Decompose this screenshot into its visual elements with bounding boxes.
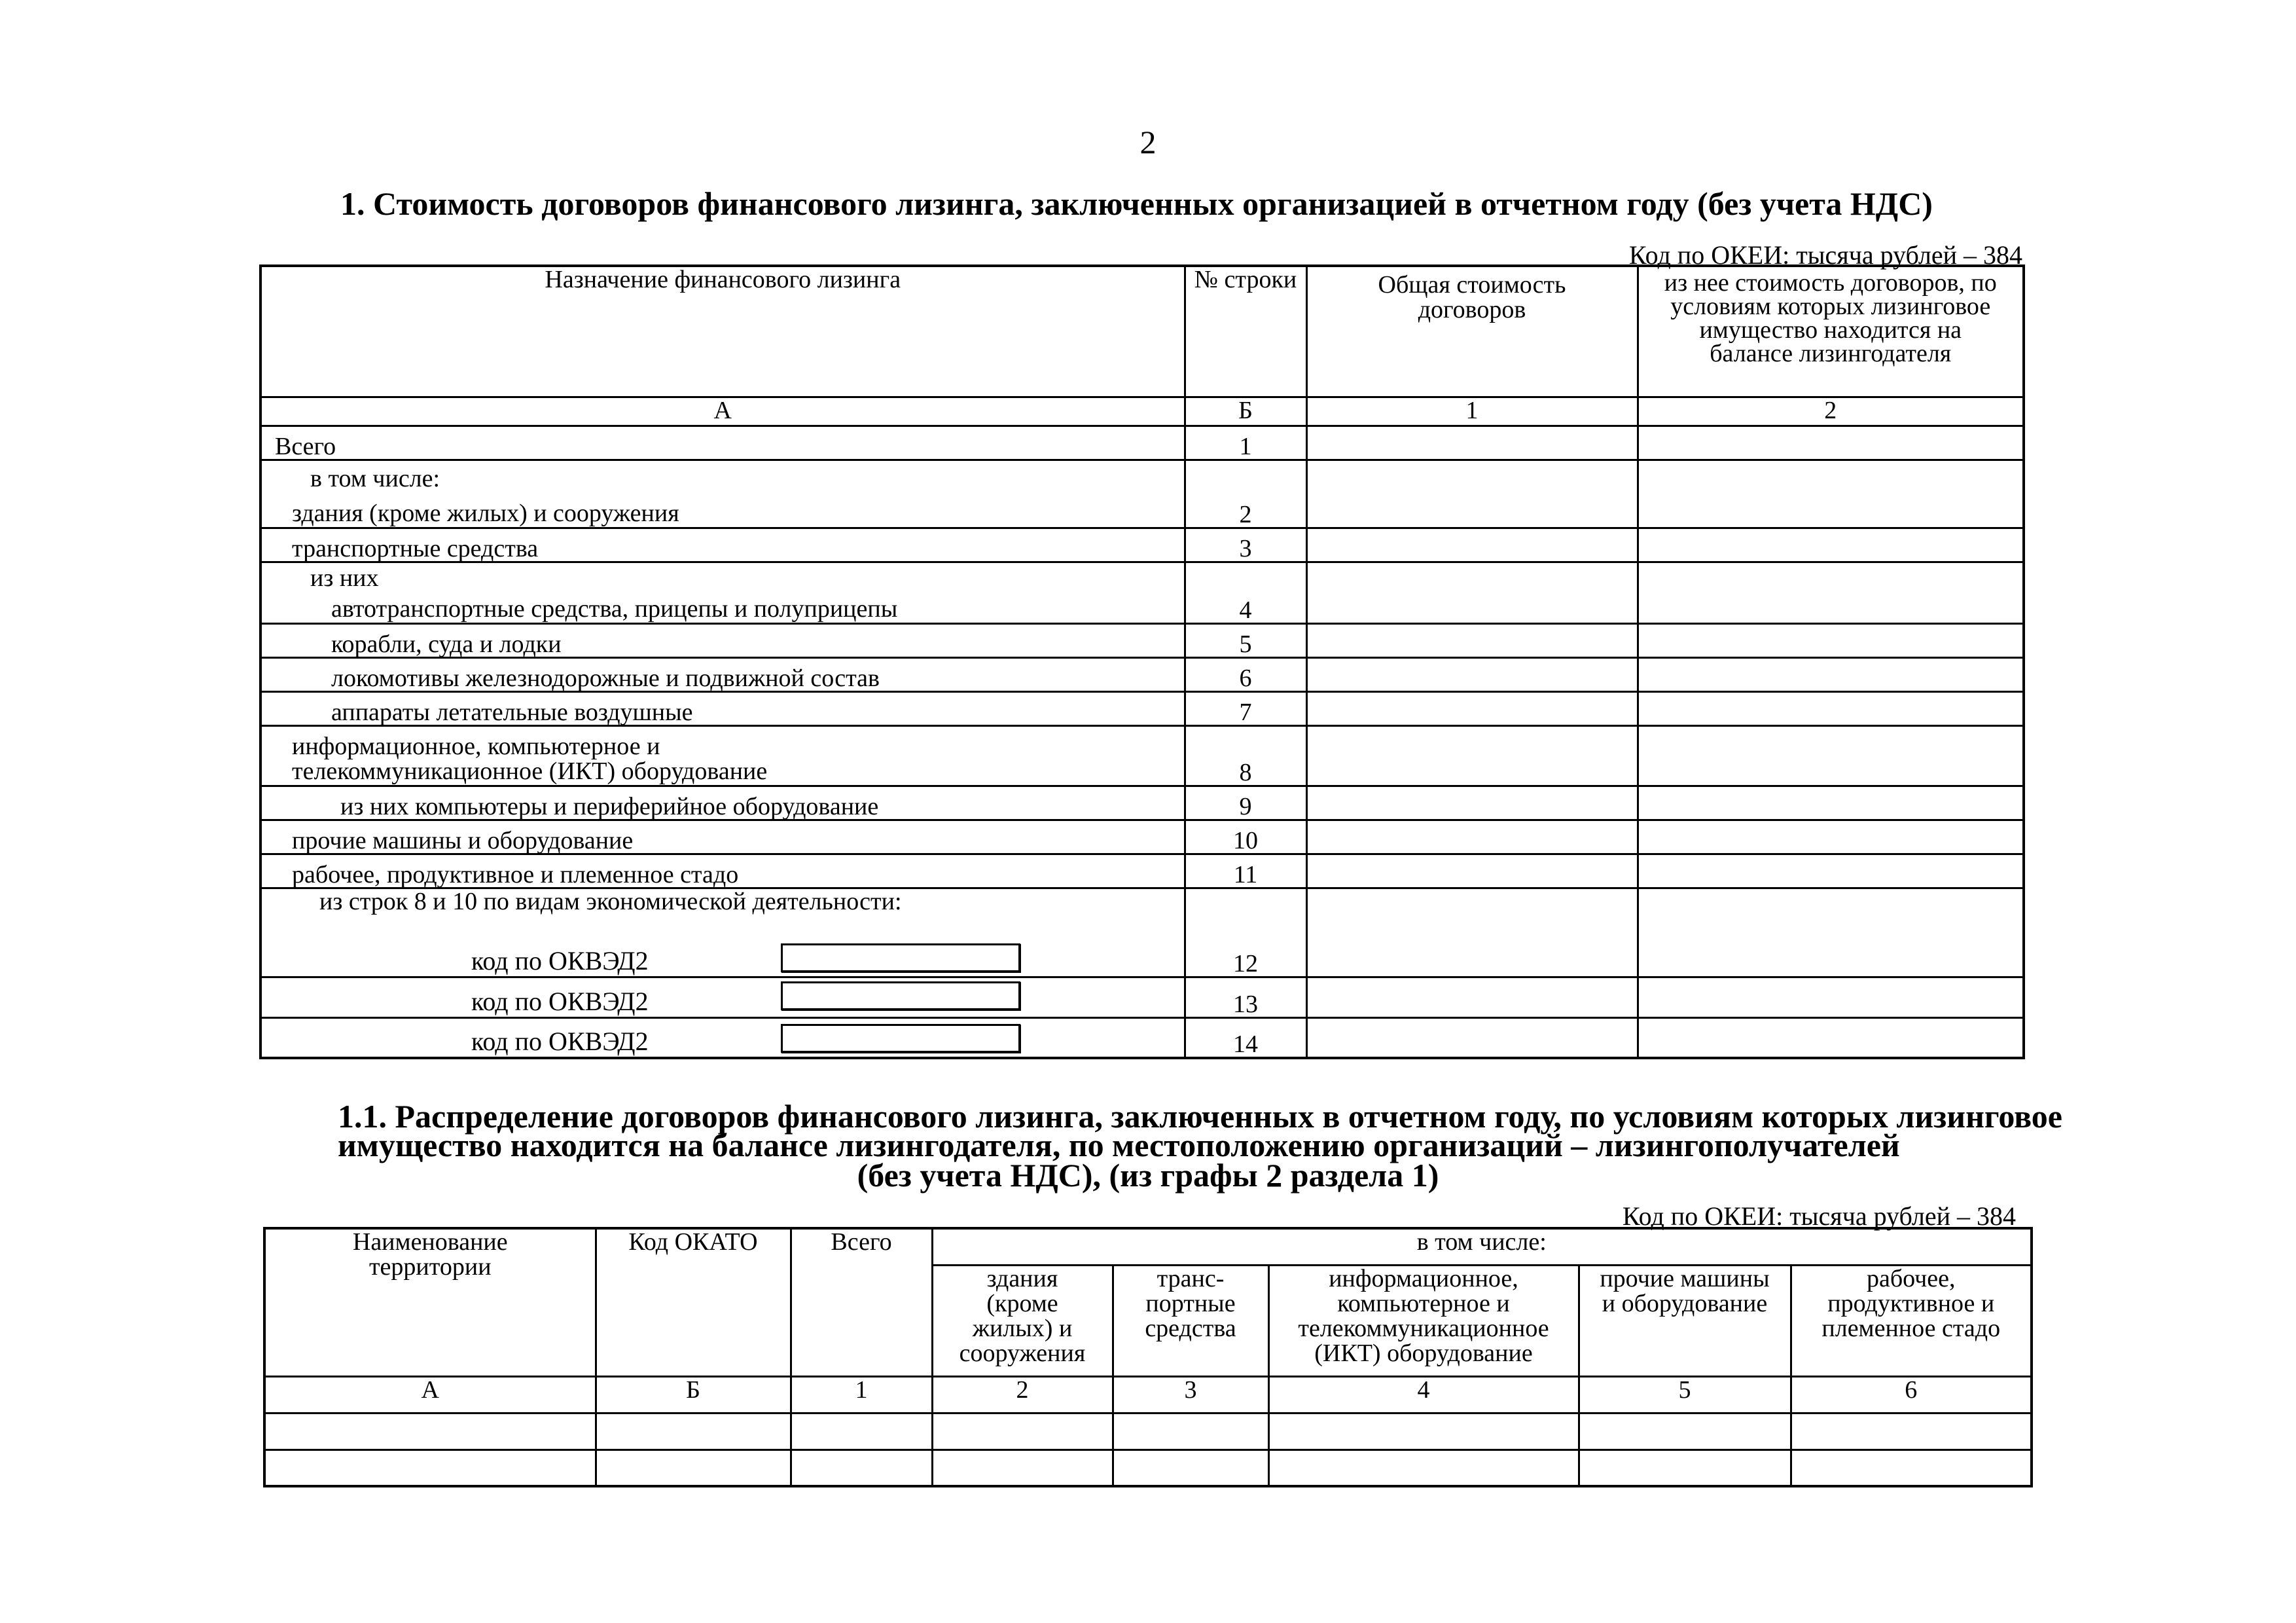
value-cell[interactable] <box>1306 623 1638 657</box>
row-label: из них компьютеры и периферийное оборудование <box>260 786 1185 820</box>
header-herd: рабочее, продуктивное и племенное стадо <box>1791 1265 2032 1376</box>
value-cell[interactable] <box>1306 460 1638 528</box>
value-cell[interactable] <box>1791 1413 2032 1450</box>
value-cell[interactable] <box>1638 562 2024 623</box>
okved-label: код по ОКВЭД2 <box>471 986 649 1016</box>
value-cell[interactable] <box>1268 1450 1579 1486</box>
row-no: 5 <box>1185 623 1306 657</box>
header-purpose: Назначение финансового лизинга <box>260 266 1185 397</box>
header-buildings: здания (кроме жилых) и сооружения <box>932 1265 1113 1376</box>
row-no: 14 <box>1185 1017 1306 1058</box>
row-no: 6 <box>1185 657 1306 691</box>
row-no: 7 <box>1185 691 1306 725</box>
section1-okei: Код по ОКЕИ: тысяча рублей – 384 <box>1628 240 2022 270</box>
value-cell[interactable] <box>1638 888 2024 977</box>
value-cell[interactable] <box>1306 977 1638 1017</box>
row-label: прочие машины и оборудование <box>260 820 1185 854</box>
value-cell[interactable] <box>1638 460 2024 528</box>
col-code-3: 3 <box>1113 1376 1268 1413</box>
col-code-2: 2 <box>932 1376 1113 1413</box>
value-cell[interactable] <box>1306 854 1638 888</box>
value-cell[interactable] <box>1638 820 2024 854</box>
col-code-2: 2 <box>1638 397 2024 426</box>
by-activity-label: из строк 8 и 10 по видам экономической деятельности: <box>319 887 902 915</box>
row-no: 9 <box>1185 786 1306 820</box>
leasing-cost-table <box>259 264 2025 1059</box>
value-cell[interactable] <box>264 1413 596 1450</box>
row-label: транспортные средства <box>260 528 1185 562</box>
header-including: в том числе: <box>932 1228 2032 1265</box>
value-cell[interactable] <box>1638 426 2024 460</box>
row-no: 11 <box>1185 854 1306 888</box>
header-total-cost: Общая стоимость договоров <box>1306 266 1638 397</box>
value-cell[interactable] <box>1579 1413 1791 1450</box>
value-cell[interactable] <box>1638 1017 2024 1058</box>
col-code-a: А <box>260 397 1185 426</box>
value-cell[interactable] <box>1638 786 2024 820</box>
okved-code-input[interactable] <box>781 1024 1020 1053</box>
value-cell[interactable] <box>1306 820 1638 854</box>
value-cell[interactable] <box>1306 528 1638 562</box>
row-label: корабли, суда и лодки <box>260 623 1185 657</box>
row-no: 2 <box>1185 460 1306 528</box>
row-label-total: Всего <box>260 426 1185 460</box>
okved-label: код по ОКВЭД2 <box>471 1027 649 1056</box>
row-no: 13 <box>1185 977 1306 1017</box>
value-cell[interactable] <box>1306 725 1638 786</box>
value-cell[interactable] <box>1113 1450 1268 1486</box>
row-label: здания (кроме жилых) и сооружения <box>292 499 679 527</box>
value-cell[interactable] <box>596 1450 791 1486</box>
col-code-a: А <box>264 1376 596 1413</box>
section2-title-line3: (без учета НДС), (из графы 2 раздела 1) <box>857 1157 1439 1194</box>
value-cell[interactable] <box>1638 725 2024 786</box>
value-cell[interactable] <box>932 1413 1113 1450</box>
value-cell[interactable] <box>1638 623 2024 657</box>
header-on-balance: из нее стоимость договоров, по условиям которых лизинговое имущество находится на балансе лизингодателя <box>1638 266 2024 397</box>
row-no: 3 <box>1185 528 1306 562</box>
value-cell[interactable] <box>1579 1450 1791 1486</box>
row-no: 1 <box>1185 426 1306 460</box>
section2-okei: Код по ОКЕИ: тысяча рублей – 384 <box>1622 1201 2016 1231</box>
prefix-of-them: из них <box>310 564 379 592</box>
value-cell[interactable] <box>791 1413 932 1450</box>
value-cell[interactable] <box>1306 888 1638 977</box>
col-code-5: 5 <box>1579 1376 1791 1413</box>
row-label: информационное, компьютерное и телекоммуникационное (ИКТ) оборудование <box>260 725 1185 786</box>
col-code-1: 1 <box>1306 397 1638 426</box>
value-cell[interactable] <box>596 1413 791 1450</box>
row-no: 8 <box>1185 725 1306 786</box>
value-cell[interactable] <box>1638 691 2024 725</box>
row-label: рабочее, продуктивное и племенное стадо <box>260 854 1185 888</box>
value-cell[interactable] <box>1638 528 2024 562</box>
header-total: Всего <box>791 1228 932 1376</box>
value-cell[interactable] <box>791 1450 932 1486</box>
value-cell[interactable] <box>1638 657 2024 691</box>
col-code-1: 1 <box>791 1376 932 1413</box>
section2-title-line2: имущество находится на балансе лизингодателя, по местоположению организаций – лизингополучателей <box>338 1127 1900 1163</box>
col-code-6: 6 <box>1791 1376 2032 1413</box>
header-okato: Код ОКАТО <box>596 1228 791 1376</box>
okved-code-input[interactable] <box>781 943 1020 972</box>
header-transport: транс-портные средства <box>1113 1265 1268 1376</box>
value-cell[interactable] <box>1306 691 1638 725</box>
row-no: 10 <box>1185 820 1306 854</box>
value-cell[interactable] <box>1113 1413 1268 1450</box>
territory-distribution-table <box>263 1227 2033 1487</box>
header-ikt: информационное, компьютерное и телекоммуникационное (ИКТ) оборудование <box>1268 1265 1579 1376</box>
value-cell[interactable] <box>1638 977 2024 1017</box>
row-label: аппараты летательные воздушные <box>260 691 1185 725</box>
value-cell[interactable] <box>1791 1450 2032 1486</box>
value-cell[interactable] <box>1306 426 1638 460</box>
row-no: 4 <box>1185 562 1306 623</box>
col-code-b: Б <box>596 1376 791 1413</box>
section1-title: 1. Стоимость договоров финансового лизинга, заключенных организацией в отчетном году (без учета НДС) <box>340 185 1933 222</box>
prefix-including: в том числе: <box>310 464 440 492</box>
value-cell[interactable] <box>1306 562 1638 623</box>
table-row <box>264 1450 2032 1486</box>
row-no: 12 <box>1185 888 1306 977</box>
value-cell[interactable] <box>1638 854 2024 888</box>
col-code-4: 4 <box>1268 1376 1579 1413</box>
okved-code-input[interactable] <box>781 981 1020 1010</box>
okved-label: код по ОКВЭД2 <box>471 945 649 976</box>
page-number: 2 <box>1139 124 1157 160</box>
value-cell[interactable] <box>932 1450 1113 1486</box>
value-cell[interactable] <box>1306 657 1638 691</box>
section2-title-line1: 1.1. Распределение договоров финансового лизинга, заключенных в отчетном году, по условиям которых лизинговое <box>338 1098 2062 1135</box>
header-territory: Наименование территории <box>264 1228 596 1376</box>
row-label: локомотивы железнодорожные и подвижной состав <box>260 657 1185 691</box>
col-code-b: Б <box>1185 397 1306 426</box>
header-row-no: № строки <box>1185 266 1306 397</box>
value-cell[interactable] <box>264 1450 596 1486</box>
value-cell[interactable] <box>1268 1413 1579 1450</box>
row-label: автотранспортные средства, прицепы и полуприцепы <box>331 594 898 623</box>
header-machines: прочие машины и оборудование <box>1579 1265 1791 1376</box>
value-cell[interactable] <box>1306 1017 1638 1058</box>
value-cell[interactable] <box>1306 786 1638 820</box>
table-row <box>264 1413 2032 1450</box>
